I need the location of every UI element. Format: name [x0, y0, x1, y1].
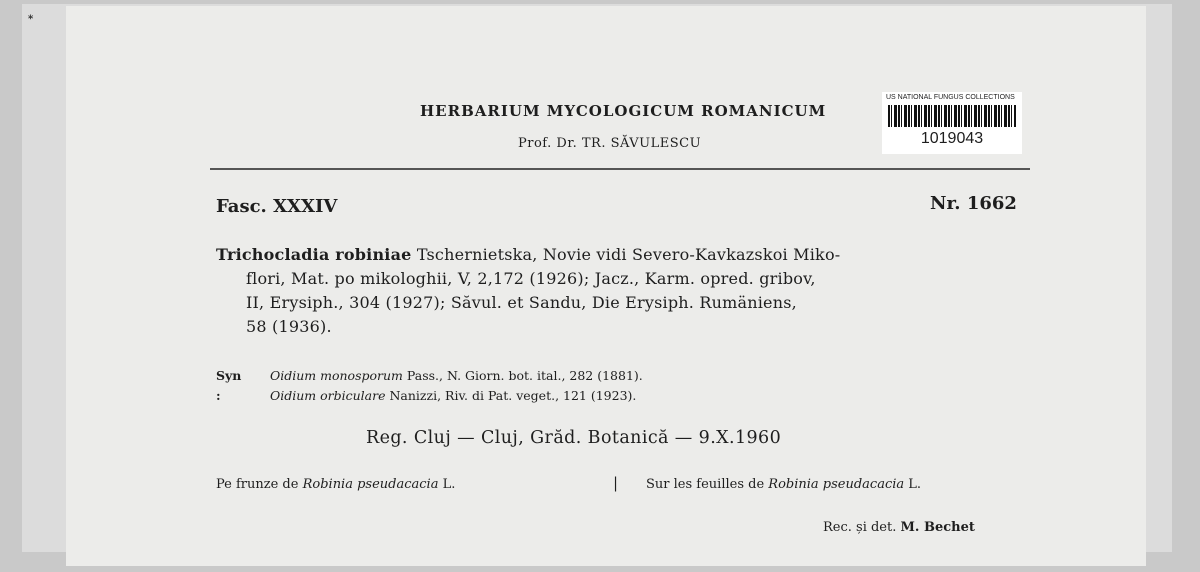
synonym-item — [270, 366, 643, 386]
collection-locality: Reg. Cluj — Cluj, Grăd. Botanică — 9.X.1960 — [366, 428, 782, 448]
barcode-label — [882, 92, 1022, 154]
barcode-number: 1019043 — [920, 130, 984, 147]
collector-name: M. Bechet — [900, 520, 975, 535]
herbarium-title: HERBARIUM MYCOLOGICUM ROMANICUM — [420, 102, 827, 120]
citation-line-4: 58 (1936). — [246, 317, 332, 336]
corner-mark: * — [28, 14, 34, 25]
barcode-caption: US NATIONAL FUNGUS COLLECTIONS — [886, 94, 1015, 101]
citation-line-1: Tschernietska, Novie vidi Severo-Kavkazskoi Miko- — [416, 245, 841, 264]
taxon-citation — [216, 243, 1024, 339]
host-species: Robinia pseudacacia — [302, 477, 439, 492]
barcode-icon — [888, 105, 1016, 127]
collector-credit: Rec. și det. M. Bechet — [823, 520, 975, 535]
synonym-name: Oidium monosporum — [270, 368, 403, 383]
synonym-reference: Nanizzi, Riv. di Pat. veget., 121 (1923). — [389, 388, 637, 403]
citation-line-2: flori, Mat. po mikologhii, V, 2,172 (1926); Jacz., Karm. opred. gribov, — [246, 269, 816, 288]
synonym-name: Oidium orbiculare — [270, 388, 386, 403]
host-french: Sur les feuilles de Robinia pseudacacia L. — [646, 477, 922, 492]
citation-line-3: II, Erysiph., 304 (1927); Săvul. et Sandu, Die Erysiph. Rumäniens, — [246, 293, 797, 312]
host-separator: | — [613, 474, 619, 492]
specimen-number: Nr. 1662 — [930, 193, 1017, 214]
header-divider — [210, 168, 1030, 170]
host-romanian: Pe frunze de Robinia pseudacacia L. — [216, 477, 456, 492]
fascicle-number: Fasc. XXXIV — [216, 196, 338, 217]
synonym-item — [270, 386, 643, 406]
synonym-reference: Pass., N. Giorn. bot. ital., 282 (1881). — [406, 368, 643, 383]
herbarium-director: Prof. Dr. TR. SĂVULESCU — [518, 136, 702, 151]
synonyms-label: Syn : — [216, 368, 242, 403]
host-species: Robinia pseudacacia — [768, 477, 905, 492]
taxon-name: Trichocladia robiniae — [216, 245, 412, 264]
